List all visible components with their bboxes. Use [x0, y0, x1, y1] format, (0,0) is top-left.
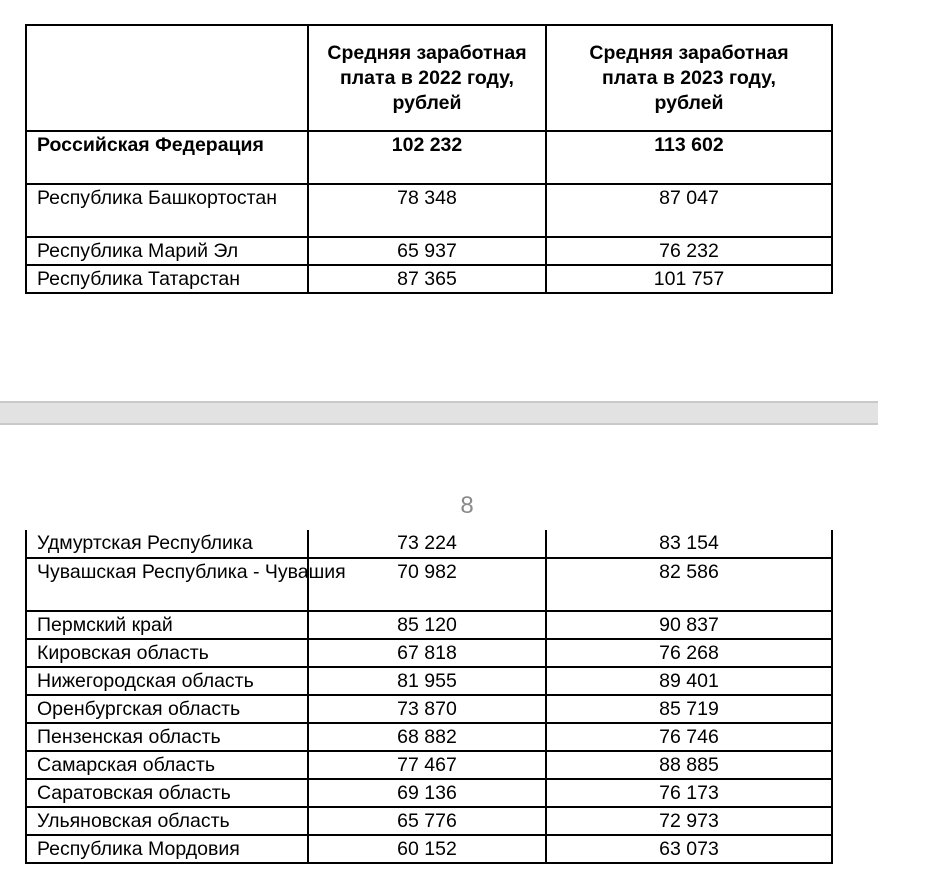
- value-2022-cell: 73 224: [308, 530, 546, 558]
- value-2022-cell: 85 120: [308, 611, 546, 639]
- page-number: 8: [460, 492, 474, 519]
- value-2023-cell: 90 837: [546, 611, 832, 639]
- region-cell: Саратовская область: [26, 779, 308, 807]
- region-cell: Самарская область: [26, 751, 308, 779]
- region-cell: Ульяновская область: [26, 807, 308, 835]
- value-2023-cell: 101 757: [546, 265, 832, 293]
- table-row: [26, 611, 832, 639]
- value-2023-cell: 76 173: [546, 779, 832, 807]
- table-row: [26, 751, 832, 779]
- value-2022-cell: 77 467: [308, 751, 546, 779]
- value-2022-cell: 67 818: [308, 639, 546, 667]
- table-row: [26, 807, 832, 835]
- value-2022-cell: 68 882: [308, 723, 546, 751]
- value-2022-cell: 65 776: [308, 807, 546, 835]
- table-row: [26, 530, 832, 558]
- value-2023-cell: 76 746: [546, 723, 832, 751]
- table-row: [26, 835, 832, 863]
- table-row: [26, 265, 832, 293]
- region-cell: Республика Мордовия: [26, 835, 308, 863]
- region-cell: Чувашская Республика - Чувашия: [26, 558, 308, 611]
- header-2023-cell: Средняя заработная плата в 2023 году, рублей: [546, 25, 832, 131]
- value-2022-cell: 73 870: [308, 695, 546, 723]
- value-2022-cell: 87 365: [308, 265, 546, 293]
- region-cell: Республика Башкортостан: [26, 184, 308, 237]
- region-cell: Пензенская область: [26, 723, 308, 751]
- value-2023-cell: 113 602: [546, 131, 832, 184]
- table-row-russia: [26, 131, 832, 184]
- salary-table-top: [25, 24, 833, 294]
- value-2023-cell: 87 047: [546, 184, 832, 237]
- region-cell: Республика Татарстан: [26, 265, 308, 293]
- header-2022-cell: Средняя заработная плата в 2022 году, рублей: [308, 25, 546, 131]
- value-2023-cell: 72 973: [546, 807, 832, 835]
- value-2023-cell: 76 268: [546, 639, 832, 667]
- region-cell: Пермский край: [26, 611, 308, 639]
- value-2023-cell: 85 719: [546, 695, 832, 723]
- region-cell: Кировская область: [26, 639, 308, 667]
- value-2023-cell: 83 154: [546, 530, 832, 558]
- value-2022-cell: 102 232: [308, 131, 546, 184]
- table-header-row: [26, 25, 832, 131]
- value-2023-cell: 82 586: [546, 558, 832, 611]
- value-2022-cell: 65 937: [308, 237, 546, 265]
- table-row: [26, 667, 832, 695]
- page-break-separator: [0, 401, 878, 425]
- table-row: [26, 723, 832, 751]
- value-2023-cell: 76 232: [546, 237, 832, 265]
- region-cell: Удмуртская Республика: [26, 530, 308, 558]
- region-cell: Нижегородская область: [26, 667, 308, 695]
- region-cell: Республика Марий Эл: [26, 237, 308, 265]
- table-row: [26, 695, 832, 723]
- region-cell: Российская Федерация: [26, 131, 308, 184]
- value-2022-cell: 70 982: [308, 558, 546, 611]
- table-row: [26, 779, 832, 807]
- header-region-cell: [26, 25, 308, 131]
- table-row: [26, 237, 832, 265]
- value-2023-cell: 63 073: [546, 835, 832, 863]
- salary-table-bottom: [25, 530, 833, 864]
- value-2022-cell: 78 348: [308, 184, 546, 237]
- table-row: [26, 558, 832, 611]
- value-2022-cell: 60 152: [308, 835, 546, 863]
- region-cell: Оренбургская область: [26, 695, 308, 723]
- value-2022-cell: 69 136: [308, 779, 546, 807]
- value-2023-cell: 89 401: [546, 667, 832, 695]
- table-row: [26, 639, 832, 667]
- table-row: [26, 184, 832, 237]
- value-2022-cell: 81 955: [308, 667, 546, 695]
- value-2023-cell: 88 885: [546, 751, 832, 779]
